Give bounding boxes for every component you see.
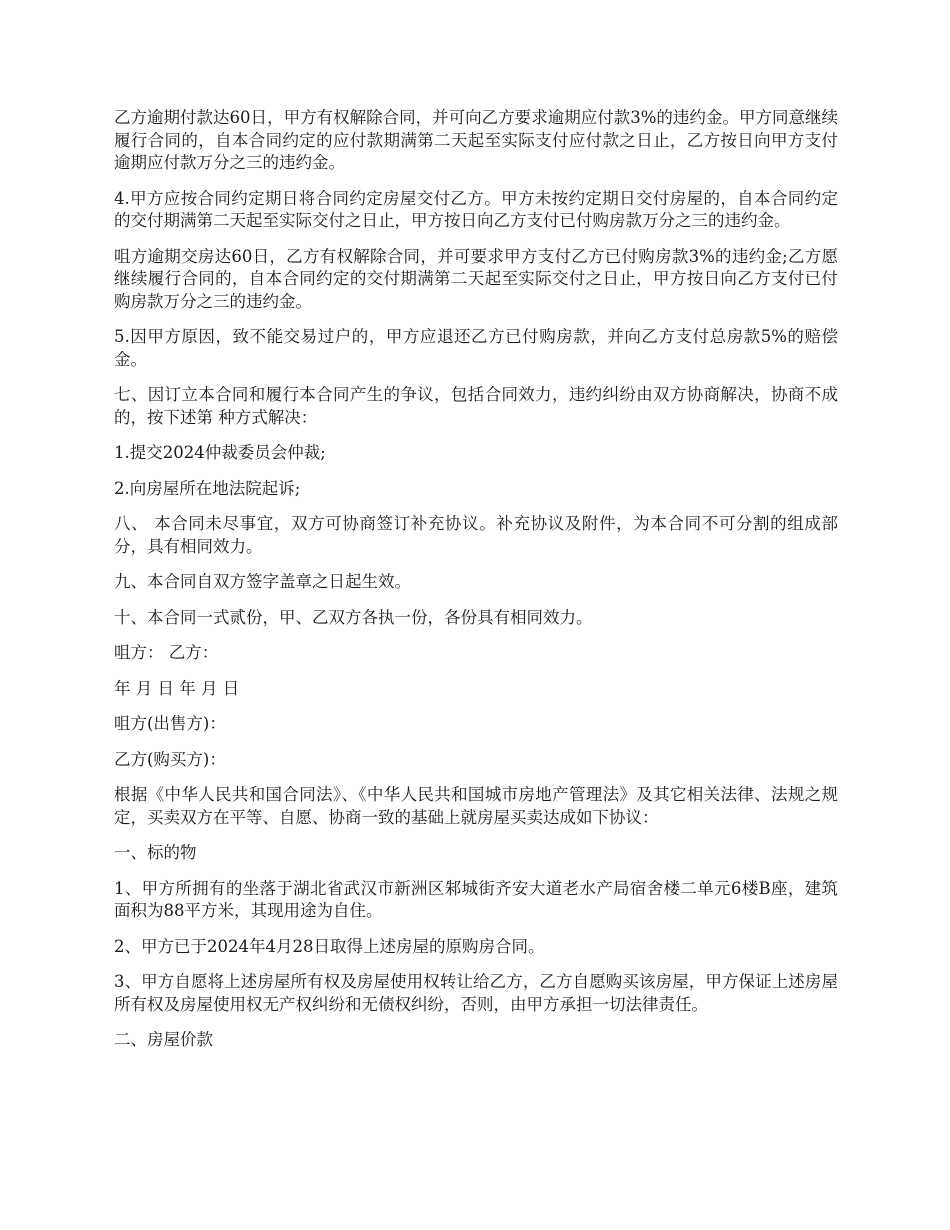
- paragraph-subject-3: 3、甲方自愿将上述房屋所有权及房屋使用权转让给乙方，乙方自愿购买该房屋，甲方保证上述房屋所有权及房屋使用权无产权纠纷和无债权纠纷，否则，由甲方承担一切法律责任。: [114, 972, 838, 1014]
- paragraph-clause-5: 5.因甲方原因，致不能交易过户的，甲方应退还乙方已付购房款，并向乙方支付总房款5%的赔偿金。: [114, 327, 838, 369]
- paragraph-arbitration: 1.提交2024仲裁委员会仲裁;: [114, 443, 326, 462]
- paragraph-late-delivery: 咀方逾期交房达60日，乙方有权解除合同，并可要求甲方支付乙方已付购房款3%的违约金;乙方愿继续履行合同的，自本合同约定的交付期满第二天起至实际交付之日止，甲方按日向乙方支付已付购房款万分之三的违约金。: [114, 246, 838, 311]
- section-heading-price: 二、房屋价款: [114, 1030, 213, 1049]
- paragraph-section-9: 九、本合同自双方签字盖章之日起生效。: [114, 572, 411, 591]
- party-a-seller: 咀方(出售方)：: [114, 714, 226, 733]
- paragraph-subject-1: 1、甲方所拥有的坐落于湖北省武汉市新洲区邾城街齐安大道老水产局宿舍楼二单元6楼B座，建筑面积为88平方米，其现用途为自住。: [114, 878, 838, 920]
- paragraph-clause-4: 4.甲方应按合同约定期日将合同约定房屋交付乙方。甲方未按约定期日交付房屋的，自本合同约定的交付期满第二天起至实际交付之日止，甲方按日向乙方支付已付购房款万分之三的违约金。: [114, 188, 838, 230]
- signature-parties: 咀方： 乙方：: [114, 643, 219, 662]
- section-heading-subject: 一、标的物: [114, 843, 197, 862]
- paragraph-section-8: 八、 本合同未尽事宜，双方可协商签订补充协议。补充协议及附件，为本合同不可分割的组成部分，具有相同效力。: [114, 514, 838, 556]
- paragraph-preamble: 根据《中华人民共和国合同法》、《中华人民共和国城市房地产管理法》及其它相关法律、法规之规定，买卖双方在平等、自愿、协商一致的基础上就房屋买卖达成如下协议：: [114, 785, 838, 827]
- paragraph-litigation: 2.向房屋所在地法院起诉;: [114, 478, 301, 498]
- paragraph-late-payment: 乙方逾期付款达60日，甲方有权解除合同，并可向乙方要求逾期应付款3%的违约金。甲方同意继续履行合同的，自本合同约定的应付款期满第二天起至实际支付应付款之日止，乙方按日向甲方支付逾期应付款万分之三的违约金。: [114, 108, 838, 172]
- paragraph-section-10: 十、本合同一式贰份，甲、乙双方各执一份，各份具有相同效力。: [114, 607, 593, 627]
- paragraph-subject-2: 2、甲方已于2024年4月28日取得上述房屋的原购房合同。: [114, 936, 545, 956]
- paragraph-section-7: 七、因订立本合同和履行本合同产生的争议，包括合同效力，违约纠纷由双方协商解决，协商不成的，按下述第 种方式解决：: [114, 385, 838, 427]
- party-b-buyer: 乙方(购买方)：: [114, 749, 226, 769]
- signature-dates: 年 月 日 年 月 日: [114, 678, 240, 698]
